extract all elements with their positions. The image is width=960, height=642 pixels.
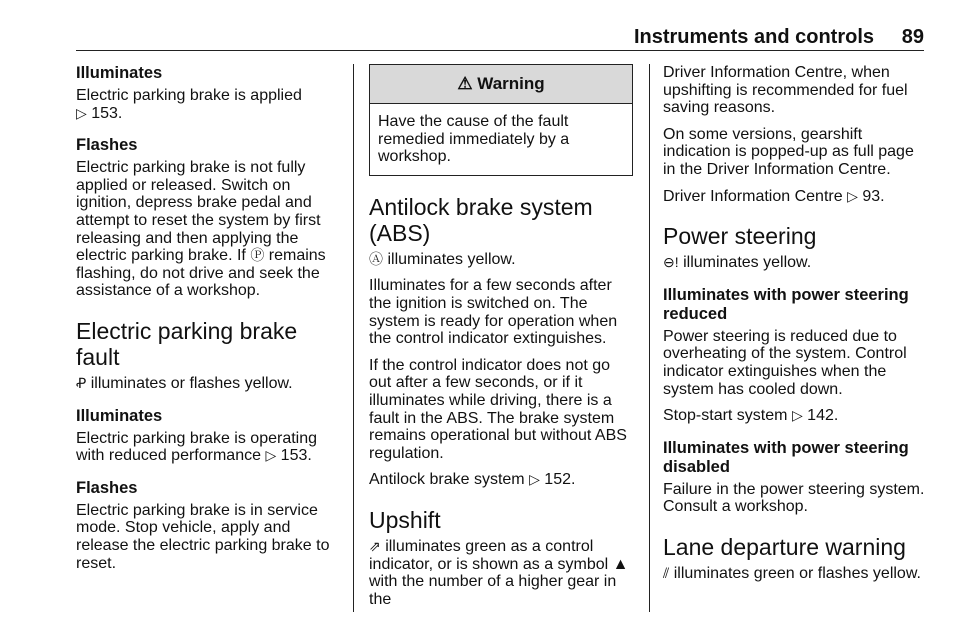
abs-icon: Ⓐ	[369, 250, 383, 267]
paragraph-upshift: ⇗ illuminates green as a control indicator, or is shown as a symbol ▲ with the number of a higher gear in the	[369, 537, 629, 608]
section-title: Instruments and controls	[633, 26, 874, 48]
paragraph-abs-2: If the control indicator does not go out after a few seconds, or if it illuminates while driving, there is a fault in the ABS. The brake system remains operational but without ABS regulation.	[369, 356, 627, 462]
paragraph-abs-intro: Ⓐ illuminates yellow.	[369, 250, 516, 268]
paragraph-reduced-performance: Electric parking brake is operating with reduced performance ▷ 153.	[76, 429, 318, 465]
page-ref-arrow-icon: ▷	[265, 447, 277, 464]
paragraph-abs-1: Illuminates for a few seconds after the ignition is switched on. The system is ready for operation when the control indicator extinguishes.	[369, 277, 618, 348]
page-ref-arrow-icon: ▷	[529, 471, 540, 488]
subheading-ps-reduced: Illuminates with power steering reduced	[663, 285, 909, 323]
parking-brake-icon: Ⓟ	[250, 247, 265, 264]
column-2	[369, 64, 635, 608]
heading-upshift: Upshift	[369, 506, 441, 533]
column-divider	[649, 64, 650, 612]
heading-lane-departure: Lane departure warning	[663, 533, 906, 560]
paragraph-service-mode: Electric parking brake is in service mode. Stop vehicle, apply and release the electric parking brake to reset.	[76, 501, 330, 572]
warning-text: Have the cause of the fault remedied immediately by a workshop.	[378, 113, 570, 166]
column-3	[663, 64, 925, 583]
paragraph-dic-1: Driver Information Centre, when upshifting is recommended for fuel saving reasons.	[663, 64, 908, 117]
column-divider	[353, 64, 354, 612]
lane-departure-icon: ⫽	[663, 564, 670, 581]
heading-power-steering: Power steering	[663, 223, 817, 250]
subheading-flashes: Flashes	[76, 478, 138, 497]
warning-box	[369, 64, 633, 176]
paragraph-fault-intro: Ꝓ illuminates or flashes yellow.	[76, 374, 293, 392]
paragraph-not-fully-applied: Electric parking brake is not fully applied or released. Switch on ignition, depress brake pedal and attempt to reset the system by first releasing and then applying the electric parking brake. If Ⓟ remains flashing, do not drive and seek the assistance of a workshop.	[76, 159, 326, 300]
page-number: 89	[901, 26, 924, 48]
page-ref-arrow-icon: ▷	[791, 407, 803, 424]
paragraph-ps-disabled: Failure in the power steering system. Consult a workshop.	[663, 480, 925, 516]
subheading-illuminates: Illuminates	[76, 406, 163, 425]
paragraph-ps-reduced: Power steering is reduced due to overheating of the system. Control indicator extinguishes when the system has cooled down.	[663, 327, 907, 398]
subheading-flashes: Flashes	[76, 136, 138, 155]
heading-abs: Antilock brake system (ABS)	[369, 193, 593, 246]
warning-triangle-icon: ⚠	[457, 74, 473, 93]
paragraph-ss-ref: Stop-start system ▷ 142.	[663, 407, 839, 425]
subheading-illuminates: Illuminates	[76, 64, 163, 82]
paragraph-dic-2: On some versions, gearshift indication is popped-up as full page in the Driver Information Centre.	[663, 125, 914, 178]
parking-brake-fault-icon: Ꝓ	[76, 374, 87, 391]
warning-header: ⚠ Warning	[370, 65, 632, 104]
paragraph-ps-intro: ⊖! illuminates yellow.	[663, 254, 812, 272]
up-triangle-icon: ▲	[612, 555, 629, 573]
paragraph-applied: Electric parking brake is applied ▷ 153.	[76, 87, 302, 122]
paragraph-dic-ref: Driver Information Centre ▷ 93.	[663, 187, 885, 205]
upshift-icon: ⇗	[369, 537, 381, 554]
page-ref-arrow-icon: ▷	[847, 187, 858, 204]
page-header	[76, 26, 924, 51]
page-ref-arrow-icon: ▷	[76, 104, 87, 121]
subheading-ps-disabled: Illuminates with power steering disabled	[663, 438, 909, 476]
power-steering-icon: ⊖!	[663, 254, 679, 271]
heading-parking-brake-fault: Electric parking brake fault	[76, 317, 298, 370]
column-1	[76, 64, 338, 572]
paragraph-abs-ref: Antilock brake system ▷ 152.	[369, 471, 576, 489]
paragraph-lane-intro: ⫽ illuminates green or flashes yellow.	[663, 564, 921, 582]
